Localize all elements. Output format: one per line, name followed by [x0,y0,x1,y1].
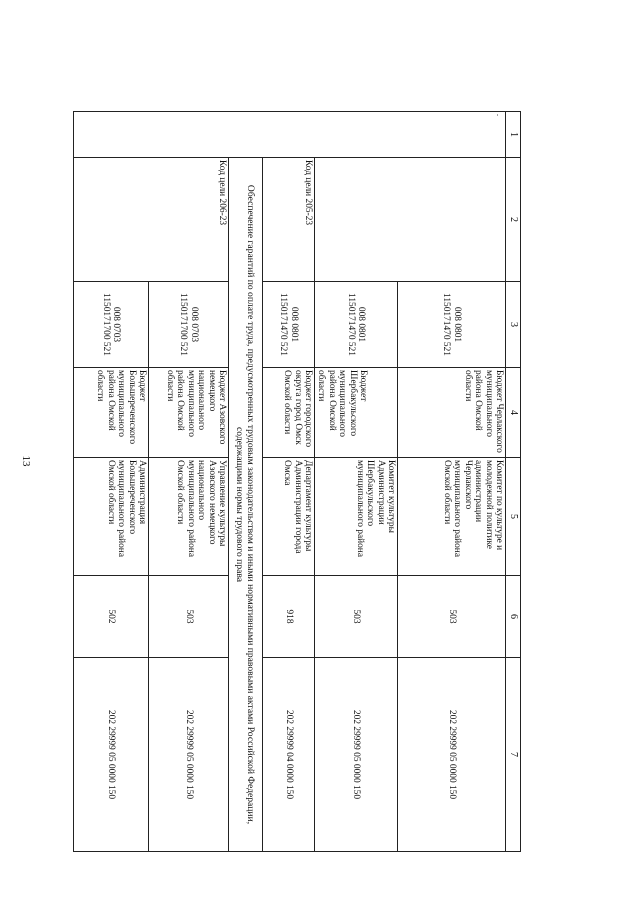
administrator-cell: Комитет по культуре и молодежной политике администрации Черлакского муниципального района Омской области [398,458,506,576]
income-code-cell: 202 29999 05 0000 150 [398,658,506,852]
header-cell-3: 3 [506,282,521,368]
header-cell-5: 5 [506,458,521,576]
budget-cell: Бюджет Азовского немецкого национального муниципального района Омской области [149,368,229,458]
administrator-cell: Управление культуры Азовского немецкого национального муниципального района Омской области [149,458,229,576]
section-title-row [229,112,263,852]
budget-cell: Бюджет Шербакульского муниципального района Омской области [315,368,398,458]
header-row [506,112,521,852]
rotated-table-container [77,111,521,851]
table-row [398,112,506,852]
administrator-cell: Комитет культуры Администрации Шербакульского муниципального района [315,458,398,576]
code-cell: 503 [149,576,229,658]
goal-code-cell [315,158,506,282]
budget-table [73,111,521,852]
income-code-cell: 202 29999 05 0000 150 [74,658,149,852]
section-title: Обеспечение гарантий по оплате труда, предусмотренных трудовым законодательством и иными нормативными правовыми актами Российской Федерации, содержащими нормы трудового права [229,158,263,852]
kbk-cell: 008 0703 1150171700 521 [149,282,229,368]
goal-code-cell: Код цели 205-23 [263,158,315,282]
table-row [149,112,229,852]
header-cell-2: 2 [506,158,521,282]
column-1-cell: . [74,112,506,158]
income-code-cell: 202 29999 05 0000 150 [149,658,229,852]
table-row [263,112,315,852]
administrator-cell: Администрация Большереченского муниципального района Омской области [74,458,149,576]
kbk-cell: 008 0801 1150171470 521 [315,282,398,368]
income-code-cell: 202 29999 05 0000 150 [315,658,398,852]
kbk-cell: 008 0801 1150171470 521 [398,282,506,368]
code-cell: 918 [263,576,315,658]
code-cell: 503 [398,576,506,658]
income-code-cell: 202 29999 04 0000 150 [263,658,315,852]
header-cell-4: 4 [506,368,521,458]
header-cell-7: 7 [506,658,521,852]
budget-cell: Бюджет Черлакского муниципального района Омской области [398,368,506,458]
page-number: 13 [20,455,32,467]
header-cell-1: 1 [506,112,521,158]
goal-code-cell: Код цели 206-23 [74,158,229,282]
code-cell: 502 [74,576,149,658]
budget-cell: Бюджет Большереченского муниципального района Омской области [74,368,149,458]
code-cell: 503 [315,576,398,658]
header-cell-6: 6 [506,576,521,658]
budget-cell: Бюджет городского округа город Омск Омской области [263,368,315,458]
kbk-cell: 008 0703 1150171700 521 [74,282,149,368]
administrator-cell: Департамент культуры Администрации города Омска [263,458,315,576]
kbk-cell: 008 0801 1150171470 521 [263,282,315,368]
